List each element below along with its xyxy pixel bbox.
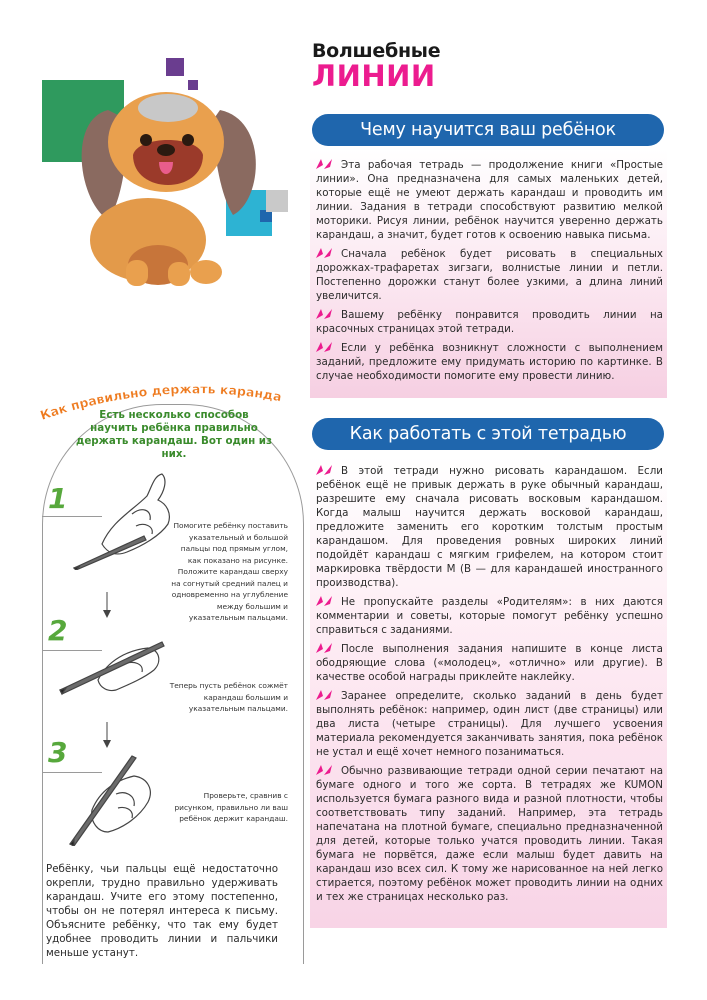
paragraph-text: Не пропускайте разделы «Родителям»: в них даются комментарии и советы, которые помогут ребёнку успешно справиться с заданиями. [316,596,663,636]
decor-square-purple [166,58,184,76]
section-panel-work [310,456,667,928]
step-number-3: 3 [48,736,68,769]
step-number-2: 2 [48,614,68,647]
arrow-down-icon [102,722,112,748]
section-header-learn: Чему научится ваш ребёнок [312,114,664,146]
paragraph-text: Если у ребёнка возникнут сложности с выполнением заданий, предложите ему придумать историю по картинке. В случае необходимости помогите ему провести линию. [316,342,663,382]
section-panel-learn [310,150,667,398]
decor-square-purple-small [188,80,198,90]
arrow-down-icon [102,592,112,618]
paragraph [316,689,663,759]
paragraph-text: Эта рабочая тетрадь — продолжение книги «Простые линии». Она предназначена для самых маленьких детей, которые ещё не умеют держать карандаш и проводить им линии. Задания в тетради способствуют развитию мелкой моторики. Рисуя линии, ребёнок научится уверенно держать карандаш, а значит, будет готов к освоению навыка письма. [316,159,663,241]
paragraph-text: Сначала ребёнок будет рисовать в специальных дорожках-трафаретах зигзаги, волнистые линии и петли. Постепенно дорожки станут более узкими, а длина линий увеличится. [316,248,663,302]
paragraph-text: В этой тетради нужно рисовать карандашом. Если ребёнок ещё не привык держать в руке обычный карандаш, разрешите ему сначала рисовать восковым карандашом. Когда малыш научится держать восковой карандаш, предложите заменить его коротким толстым простым карандашом. Для проведения ровных широких линий подойдёт карандаш с мягким грифелем, на котором стоит маркировка твёрдости М (В — для карандашей иностранного производства). [316,465,663,589]
title-line-2: ЛИНИИ [312,59,436,93]
bullet-arrow-icon [316,643,335,653]
bullet-arrow-icon [316,342,335,352]
paragraph [316,308,663,336]
hold-pencil-title-text: Как правильно держать карандаш [31,368,283,423]
step-number-1: 1 [48,482,68,515]
step-text-1: Помогите ребёнку поставить указательный и большой пальцы под прямым углом, как показано на рисунке. Положите карандаш сверху на согнутый средний палец и одновременно на углубление между большим и указательным пальцами. [171,521,288,622]
hand-step-1-icon [72,466,182,570]
section-header-work: Как работать с этой тетрадью [312,418,664,450]
title-line-1: Волшебные [312,40,441,62]
paragraph [316,158,663,242]
paragraph-text: Обычно развивающие тетради одной серии печатают на бумаге одного и того же сорта. В тетрадях же KUMON используется бумага разного вида и разной плотности, чтобы соответствовать типу заданий. Например, эта тетрадь напечатана на плотной бумаге, специально предназначенной для детей, которые только учатся проводить линии. Такая бумага не порвётся, даже если малыш будет давить на карандаш изо всех сил. К тому же нарисованное на ней легко стирается, поэтому ребёнок может проводить линии на одних и тех же страницах несколько раз. [316,765,663,903]
hold-pencil-intro: Есть несколько способов научить ребёнка правильно держать карандаш. Вот один из них. [76,409,272,460]
paragraph [316,341,663,383]
page-title [312,40,441,93]
bullet-arrow-icon [316,690,335,700]
paragraph [316,595,663,637]
bullet-arrow-icon [316,159,335,169]
hold-pencil-outro: Ребёнку, чьи пальцы ещё недостаточно окрепли, трудно правильно удерживать карандаш. Учите его этому постепенно, чтобы он не потерял интереса к письму. Объясните ребёнку, что так ему будет удобнее проводить линии и пальчики меньше устанут. [46,863,278,959]
bullet-arrow-icon [316,596,335,606]
bullet-arrow-icon [316,765,335,775]
dog-illustration [38,50,308,300]
paragraph-text: Вашему ребёнку понравится проводить линии на красочных страницах этой тетради. [316,309,663,335]
bullet-arrow-icon [316,309,335,319]
decor-square-grey [266,190,288,212]
step-text-3: Проверьте, сравнив с рисунком, правильно ли ваш ребёнок держит карандаш. [174,791,288,823]
paragraph-text: Заранее определите, сколько заданий в день будет выполнять ребёнок: например, один лист (две страницы) или два листа (четыре страницы). Для лучшего усвоения материала рекомендуется заканчивать занятия, пока ребёнок не устал и ещё хочет немного позаниматься. [316,690,663,758]
hand-step-2-icon [58,620,170,706]
bullet-arrow-icon [316,465,335,475]
bullet-arrow-icon [316,248,335,258]
hand-step-3-icon [62,750,168,846]
step-text-2: Теперь пусть ребёнок сожмёт карандаш большим и указательным пальцами. [169,681,288,713]
paragraph [316,764,663,904]
paragraph [316,247,663,303]
paragraph [316,464,663,590]
paragraph-text: После выполнения задания напишите в конце листа ободряющие слова («молодец», «отлично» или другие). В качестве особой награды приклейте наклейку. [316,643,663,683]
paragraph [316,642,663,684]
